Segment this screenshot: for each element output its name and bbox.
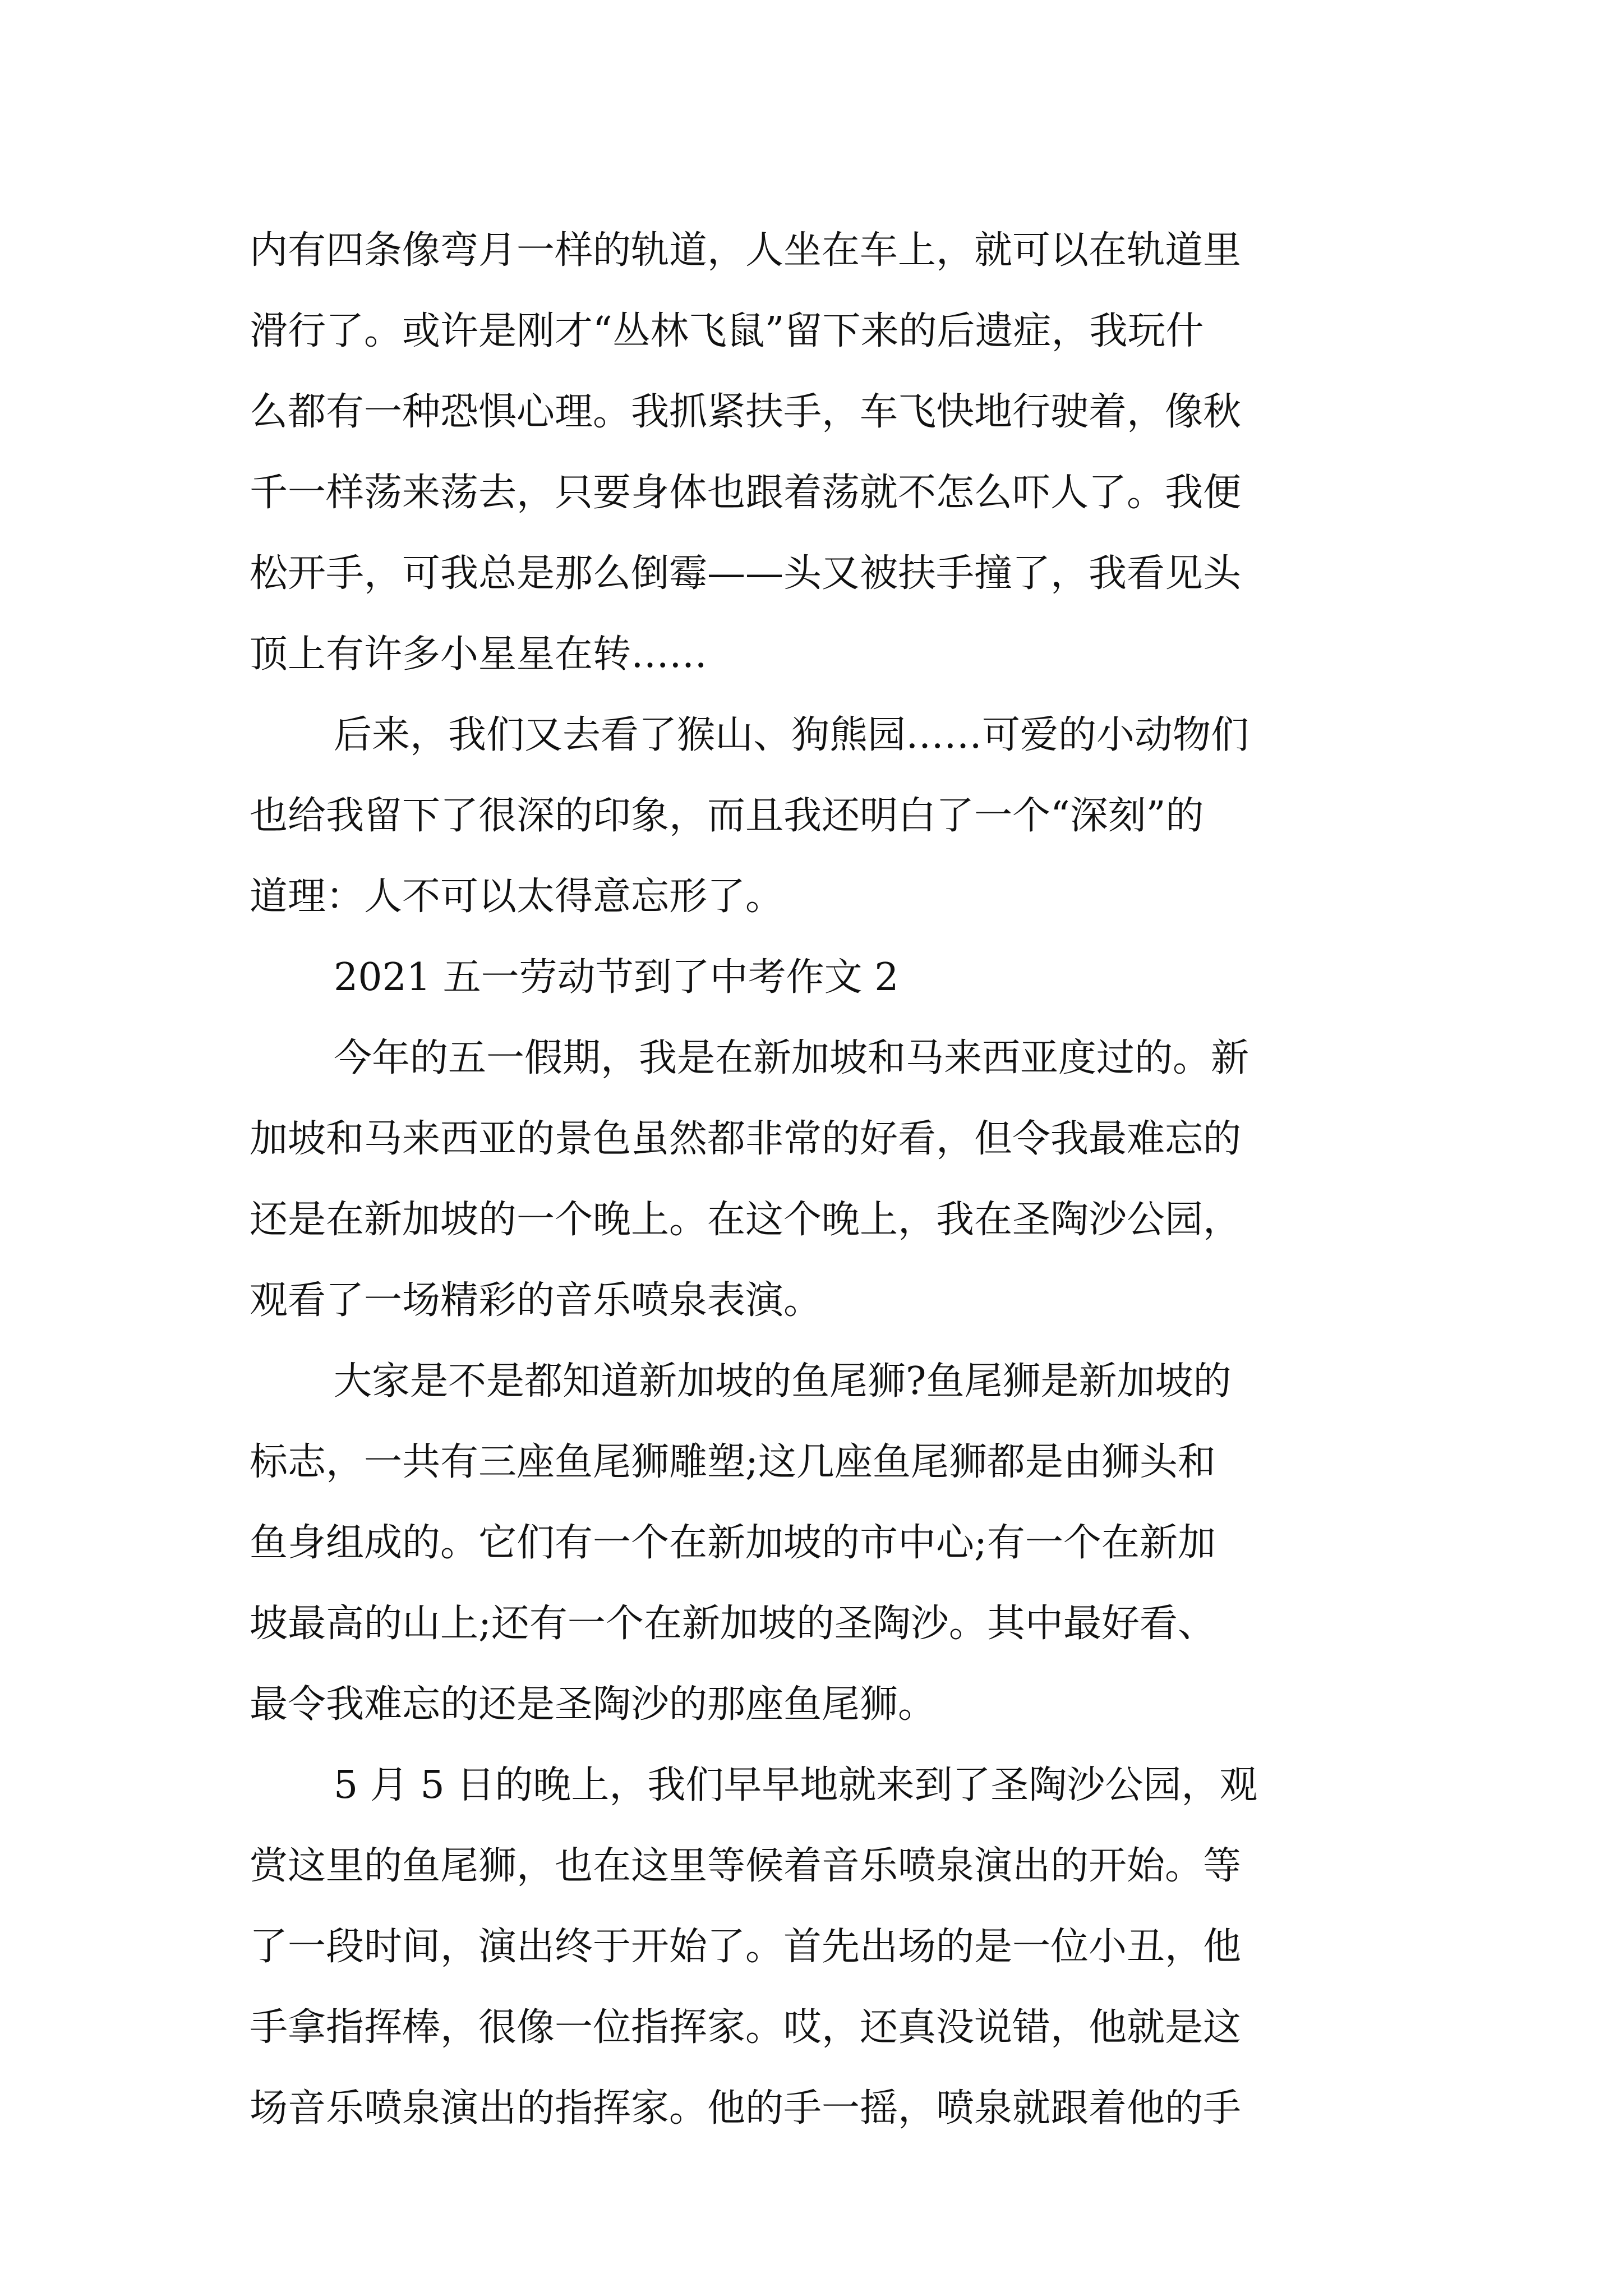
- text-line: 顶上有许多小星星在转……: [250, 632, 708, 677]
- text-line: 标志，一共有三座鱼尾狮雕塑;这几座鱼尾狮都是由狮头和: [250, 1440, 1216, 1484]
- text-line: 最令我难忘的还是圣陶沙的那座鱼尾狮。: [250, 1682, 937, 1727]
- text-line: 还是在新加坡的一个晚上。在这个晚上，我在圣陶沙公园，: [250, 1198, 1242, 1242]
- paragraph-start-line: 大家是不是都知道新加坡的鱼尾狮?鱼尾狮是新加坡的: [334, 1359, 1232, 1404]
- essay-body: [250, 210, 1385, 2149]
- text-line: 加坡和马来西亚的景色虽然都非常的好看，但令我最难忘的: [250, 1117, 1242, 1161]
- text-line: 也给我留下了很深的印象，而且我还明白了一个“深刻”的: [250, 794, 1204, 838]
- section-heading: 2021 五一劳动节到了中考作文 2: [334, 955, 899, 1000]
- paragraph-start-line: 今年的五一假期，我是在新加坡和马来西亚度过的。新: [334, 1036, 1249, 1080]
- text-line: 滑行了。或许是刚才“丛林飞鼠”留下来的后遗症，我玩什: [250, 309, 1204, 353]
- text-line: 坡最高的山上;还有一个在新加坡的圣陶沙。其中最好看、: [250, 1602, 1216, 1646]
- text-line: 了一段时间，演出终于开始了。首先出场的是一位小丑，他: [250, 1925, 1242, 1969]
- paragraph-start-line: 5 月 5 日的晚上，我们早早地就来到了圣陶沙公园，观: [334, 1763, 1258, 1807]
- text-line: 千一样荡来荡去，只要身体也跟着荡就不怎么吓人了。我便: [250, 471, 1242, 515]
- text-line: 观看了一场精彩的音乐喷泉表演。: [250, 1278, 822, 1323]
- paragraph-start-line: 后来，我们又去看了猴山、狗熊园……可爱的小动物们: [334, 713, 1249, 757]
- text-line: 鱼身组成的。它们有一个在新加坡的市中心;有一个在新加: [250, 1521, 1216, 1565]
- text-line: 手拿指挥棒，很像一位指挥家。哎，还真没说错，他就是这: [250, 2005, 1242, 2050]
- text-line: 么都有一种恐惧心理。我抓紧扶手，车飞快地行驶着，像秋: [250, 390, 1242, 434]
- text-line: 松开手，可我总是那么倒霉——头又被扶手撞了，我看见头: [250, 551, 1242, 596]
- text-line: 内有四条像弯月一样的轨道，人坐在车上，就可以在轨道里: [250, 228, 1242, 273]
- text-line: 赏这里的鱼尾狮，也在这里等候着音乐喷泉演出的开始。等: [250, 1844, 1242, 1888]
- text-line: 道理：人不可以太得意忘形了。: [250, 875, 784, 919]
- text-line: 场音乐喷泉演出的指挥家。他的手一摇，喷泉就跟着他的手: [250, 2086, 1242, 2131]
